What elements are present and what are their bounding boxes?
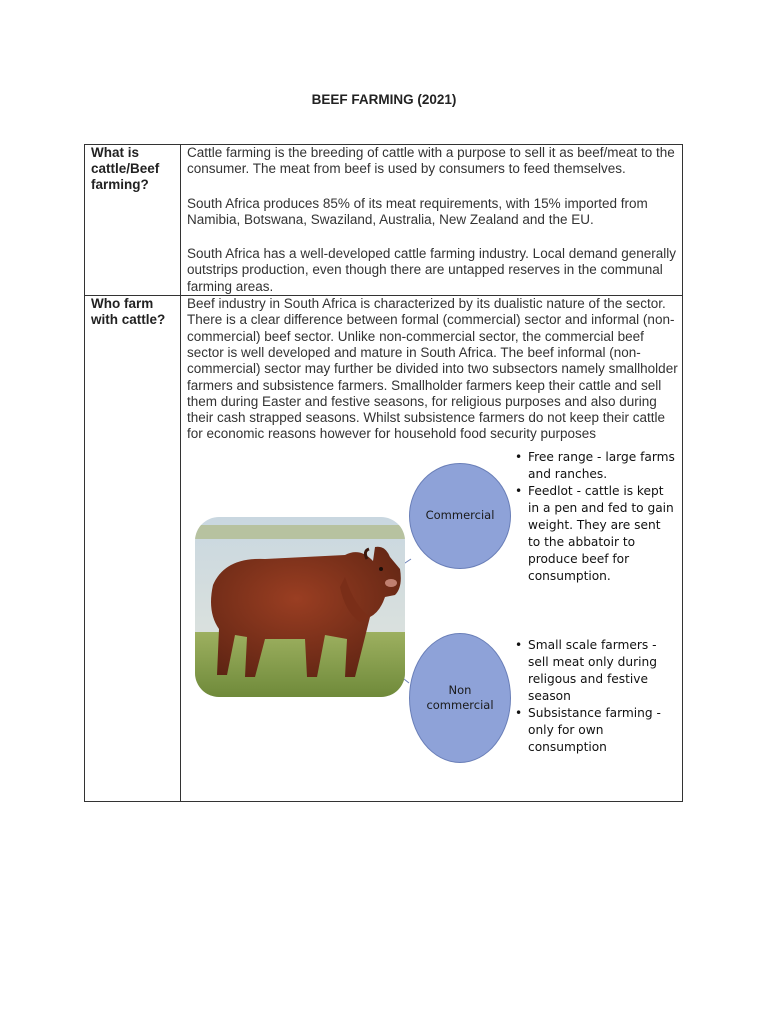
info-table <box>84 144 683 802</box>
list-item: • Small scale farmers - sell meat only during religous and festive season <box>515 637 675 705</box>
list-item: • Subsistance farming - only for own consumption <box>515 705 675 756</box>
list-item: • Free range - large farms and ranches. <box>515 449 675 483</box>
answer-cell <box>181 145 683 296</box>
list-item: • Feedlot - cattle is kept in a pen and fed to gain weight. They are sent to the abbatoir to produce beef for consumption. <box>515 483 675 585</box>
question-cell: Who farm with cattle? <box>85 296 181 802</box>
paragraph: Cattle farming is the breeding of cattle with a purpose to sell it as beef/meat to the consumer. The meat from beef is used by consumers to feed themselves. <box>187 145 675 177</box>
noncommercial-label: Non commercial <box>426 682 494 712</box>
commercial-bullet-list <box>515 449 675 585</box>
question-cell: What is cattle/Beef farming? <box>85 145 181 296</box>
table-row <box>85 296 683 802</box>
commercial-label: Commercial <box>425 508 495 523</box>
table-row <box>85 145 683 296</box>
noncommercial-ellipse <box>409 633 511 763</box>
noncommercial-bullet-list <box>515 637 675 756</box>
cattle-photo <box>195 517 405 697</box>
farming-sectors-diagram <box>187 447 678 797</box>
commercial-ellipse <box>409 463 511 569</box>
paragraph: Beef industry in South Africa is characterized by its dualistic nature of the sector. There is a clear difference between formal (commercial) sector and informal (non-commercial) beef sector. Unlike non-commercial sector, the commercial beef sector is well developed and mature in South Africa. The beef informal (non-commercial) sector may further be divided into two subsectors namely smallholder farmers and subsistence farmers. Smallholder farmers keep their cattle and sell them during Easter and festive seasons, for religious purposes and also during their cash strapped seasons. Whilst subsistence farmers do not keep their cattle for economic reasons however for household food security purposes <box>187 296 678 442</box>
paragraph: South Africa has a well-developed cattle farming industry. Local demand generally outstrips production, even though there are untapped reserves in the communal farming areas. <box>187 246 677 294</box>
document-title: BEEF FARMING (2021) <box>311 92 457 107</box>
answer-cell <box>181 296 683 802</box>
paragraph: South Africa produces 85% of its meat requirements, with 15% imported from Namibia, Botswana, Swaziland, Australia, New Zealand and the EU. <box>187 195 648 227</box>
bull-image <box>195 517 405 697</box>
